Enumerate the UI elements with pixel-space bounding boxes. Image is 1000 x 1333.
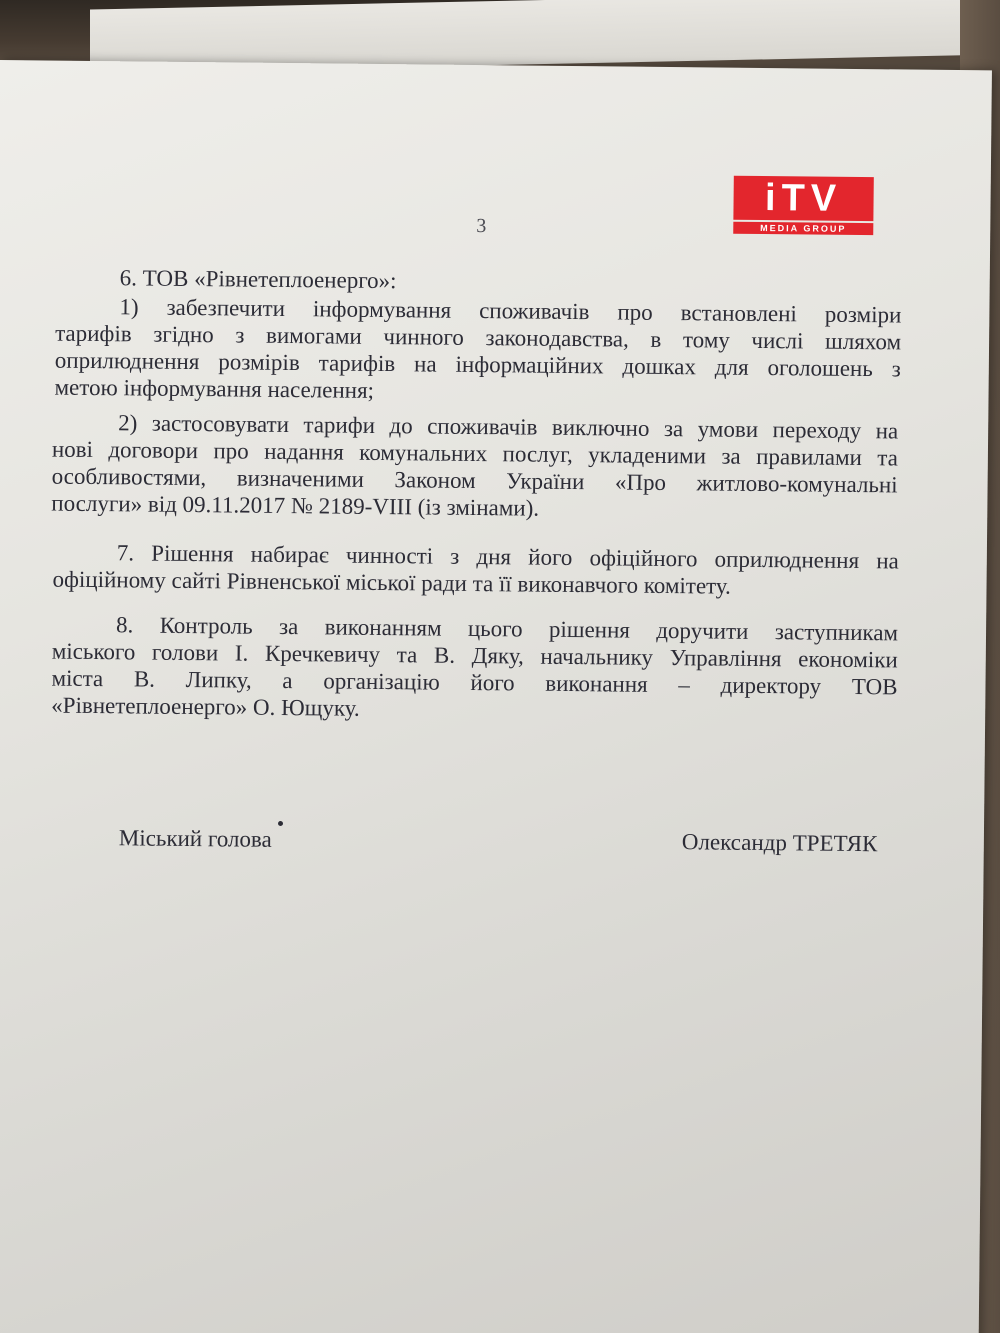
section-6-item-1-line: метою інформування населення; bbox=[54, 374, 375, 403]
section-7 bbox=[52, 539, 899, 602]
logo-main-text: iTV bbox=[733, 176, 873, 221]
section-8 bbox=[51, 611, 898, 728]
section-6-title: 6. ТОВ «Рівнетеплоенерго»: bbox=[119, 265, 397, 294]
section-7-line: 7. Рішення набирає чинності з дня його офіційного оприлюднення на bbox=[116, 540, 899, 574]
section-6-item-1-line: тарифів згідно з вимогами чинного законодавства, в тому числі шляхом bbox=[55, 320, 902, 355]
itv-logo bbox=[733, 176, 874, 235]
page-number: 3 bbox=[476, 214, 487, 238]
section-8-line: 8. Контроль за виконанням цього рішення доручити заступникам bbox=[115, 612, 899, 646]
logo-sub-text: MEDIA GROUP bbox=[733, 222, 873, 235]
section-6-item-1-line: 1) забезпечити інформування споживачів про встановлені розміри bbox=[119, 294, 902, 328]
section-8-line: «Рівнетеплоенерго» О. Ющуку. bbox=[51, 692, 360, 721]
section-6-item-2-line: послуги» від 09.11.2017 № 2189-VIII (із змінами). bbox=[51, 490, 540, 521]
section-6-item-2 bbox=[51, 409, 898, 526]
section-6-item-1 bbox=[54, 293, 901, 410]
section-6-item-2-line: нові договори про надання комунальних послуг, укладеними за правилами та bbox=[51, 436, 899, 471]
section-6-item-1-line: оприлюднення розмірів тарифів на інформаційних дошках для оголошень з bbox=[54, 347, 901, 382]
document-page bbox=[0, 60, 992, 1333]
signature-name: Олександр ТРЕТЯК bbox=[681, 829, 878, 857]
section-6-item-2-line: особливостями, визначеними Законом України «Про житлово-комунальні bbox=[51, 463, 898, 498]
section-8-line: міського голови І. Кречкевичу та В. Дяку, начальнику Управління економіки bbox=[51, 638, 898, 673]
pen-dot bbox=[278, 821, 283, 826]
section-6-item-2-line: 2) застосовувати тарифи до споживачів виключно за умови переходу на bbox=[118, 410, 899, 444]
section-8-line: міста В. Липку, а організацію його виконання – директору ТОВ bbox=[51, 665, 898, 700]
signature-position: Міський голова bbox=[118, 825, 272, 852]
section-7-line: офіційному сайті Рівненської міської ради та її виконавчого комітету. bbox=[52, 566, 731, 599]
